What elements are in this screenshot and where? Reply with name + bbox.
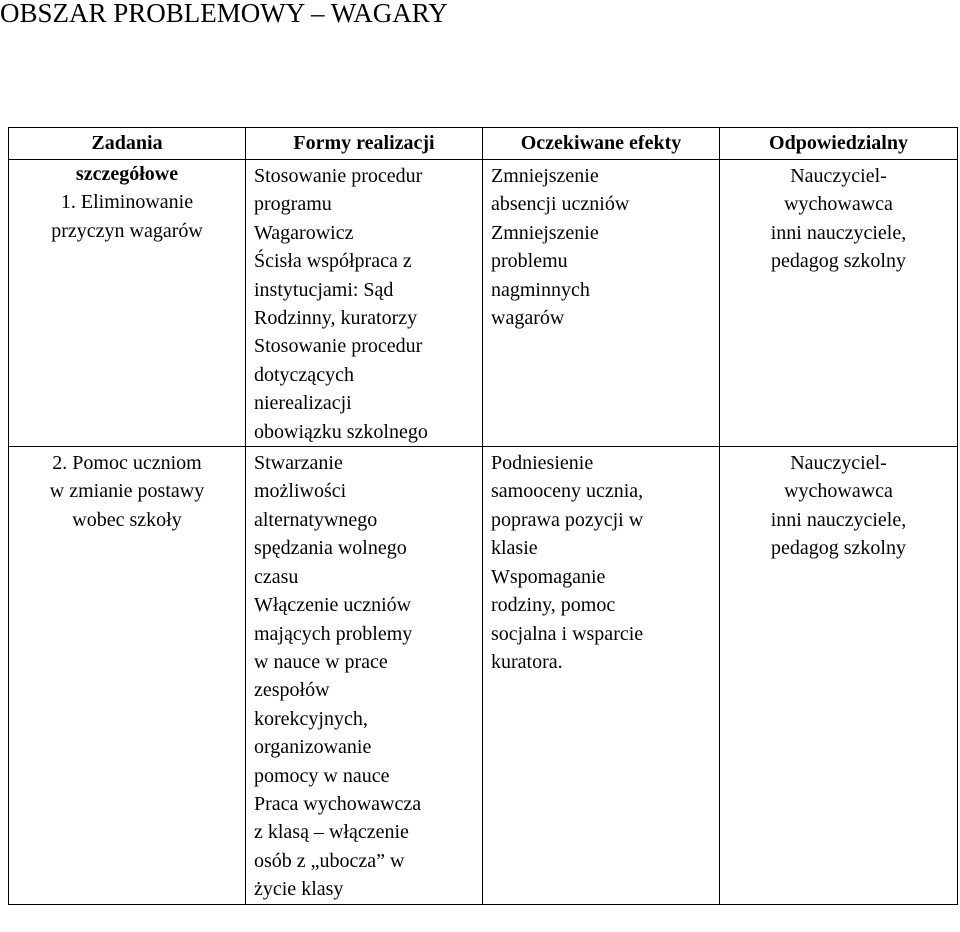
responsible-line: wychowawca <box>784 193 893 216</box>
table-row <box>9 447 958 905</box>
forms-line: korekcyjnych, <box>254 707 368 730</box>
row2-forms <box>246 447 483 905</box>
row2-effects <box>483 447 720 905</box>
table-header-row <box>9 128 958 160</box>
forms-line: w nauce w prace <box>254 650 388 673</box>
header-forms: Formy realizacji <box>246 128 483 160</box>
effects-line: Zmniejszenie <box>491 221 599 244</box>
header-tasks <box>9 128 246 160</box>
page-title: OBSZAR PROBLEMOWY – WAGARY <box>0 0 448 28</box>
effects-line: rodziny, pomoc <box>491 594 616 617</box>
effects-line: poprawa pozycji w <box>491 508 644 531</box>
effects-line: wagarów <box>491 307 565 330</box>
row2-task <box>9 447 246 905</box>
responsible-line: wychowawca <box>784 480 893 503</box>
forms-line: Stosowanie procedur <box>254 335 423 358</box>
effects-line: Zmniejszenie <box>491 165 599 187</box>
effects-line: Podniesienie <box>491 452 594 475</box>
forms-line: pomocy w nauce <box>254 764 390 787</box>
effects-line: Wspomaganie <box>491 565 606 588</box>
responsible-line: Nauczyciel- <box>790 165 887 187</box>
forms-line: czasu <box>254 565 299 588</box>
effects-line: klasie <box>491 537 538 560</box>
forms-line: instytucjami: Sąd <box>254 278 394 301</box>
forms-line: Ścisła współpraca z <box>254 250 412 273</box>
responsible-line: pedagog szkolny <box>771 537 906 560</box>
forms-line: życie klasy <box>254 878 344 901</box>
header-tasks-line: Zadania <box>91 132 163 154</box>
forms-line: Wagarowicz <box>254 221 354 244</box>
task-line: 1. Eliminowanie <box>60 191 194 214</box>
forms-line: możliwości <box>254 480 347 503</box>
header-responsible: Odpowiedzialny <box>720 128 958 160</box>
effects-line: socjalna i wsparcie <box>491 622 644 645</box>
forms-line: z klasą – włączenie <box>254 821 409 844</box>
responsible-line: inni nauczyciele, <box>770 508 907 531</box>
forms-line: Włączenie uczniów <box>254 594 412 617</box>
responsible-line: inni nauczyciele, <box>770 221 907 244</box>
effects-line: samooceny ucznia, <box>491 480 644 503</box>
forms-line: Rodzinny, kuratorzy <box>254 307 418 330</box>
task-line: 2. Pomoc uczniom <box>52 452 202 475</box>
forms-line: alternatywnego <box>254 508 378 531</box>
forms-line: osób z „ubocza” w <box>254 849 405 872</box>
effects-line: kuratora. <box>491 650 563 673</box>
task-line: przyczyn wagarów <box>51 219 203 242</box>
forms-line: Praca wychowawcza <box>254 792 422 815</box>
row2-responsible <box>720 447 958 905</box>
forms-line: mających problemy <box>254 622 413 645</box>
responsible-line: Nauczyciel- <box>790 452 887 475</box>
table-row <box>9 160 958 447</box>
forms-line: organizowanie <box>254 736 372 759</box>
header-tasks-line: szczegółowe <box>75 163 179 185</box>
header-effects: Oczekiwane efekty <box>483 128 720 160</box>
plan-table <box>8 127 958 905</box>
forms-line: obowiązku szkolnego <box>254 420 428 443</box>
forms-line: Stosowanie procedur <box>254 165 423 187</box>
row1-effects <box>483 160 720 447</box>
forms-line: programu <box>254 193 332 216</box>
effects-line: absencji uczniów <box>491 193 630 216</box>
effects-line: nagminnych <box>491 278 590 301</box>
row1-forms <box>246 160 483 447</box>
forms-line: zespołów <box>254 679 330 702</box>
forms-line: dotyczących <box>254 363 354 386</box>
effects-line: problemu <box>491 250 568 273</box>
task-line: wobec szkoły <box>72 508 182 531</box>
forms-line: Stwarzanie <box>254 452 343 475</box>
row1-task <box>9 160 246 447</box>
row1-responsible <box>720 160 958 447</box>
forms-line: nierealizacji <box>254 392 352 415</box>
responsible-line: pedagog szkolny <box>771 250 906 273</box>
forms-line: spędzania wolnego <box>254 537 407 560</box>
task-line: w zmianie postawy <box>49 480 205 503</box>
